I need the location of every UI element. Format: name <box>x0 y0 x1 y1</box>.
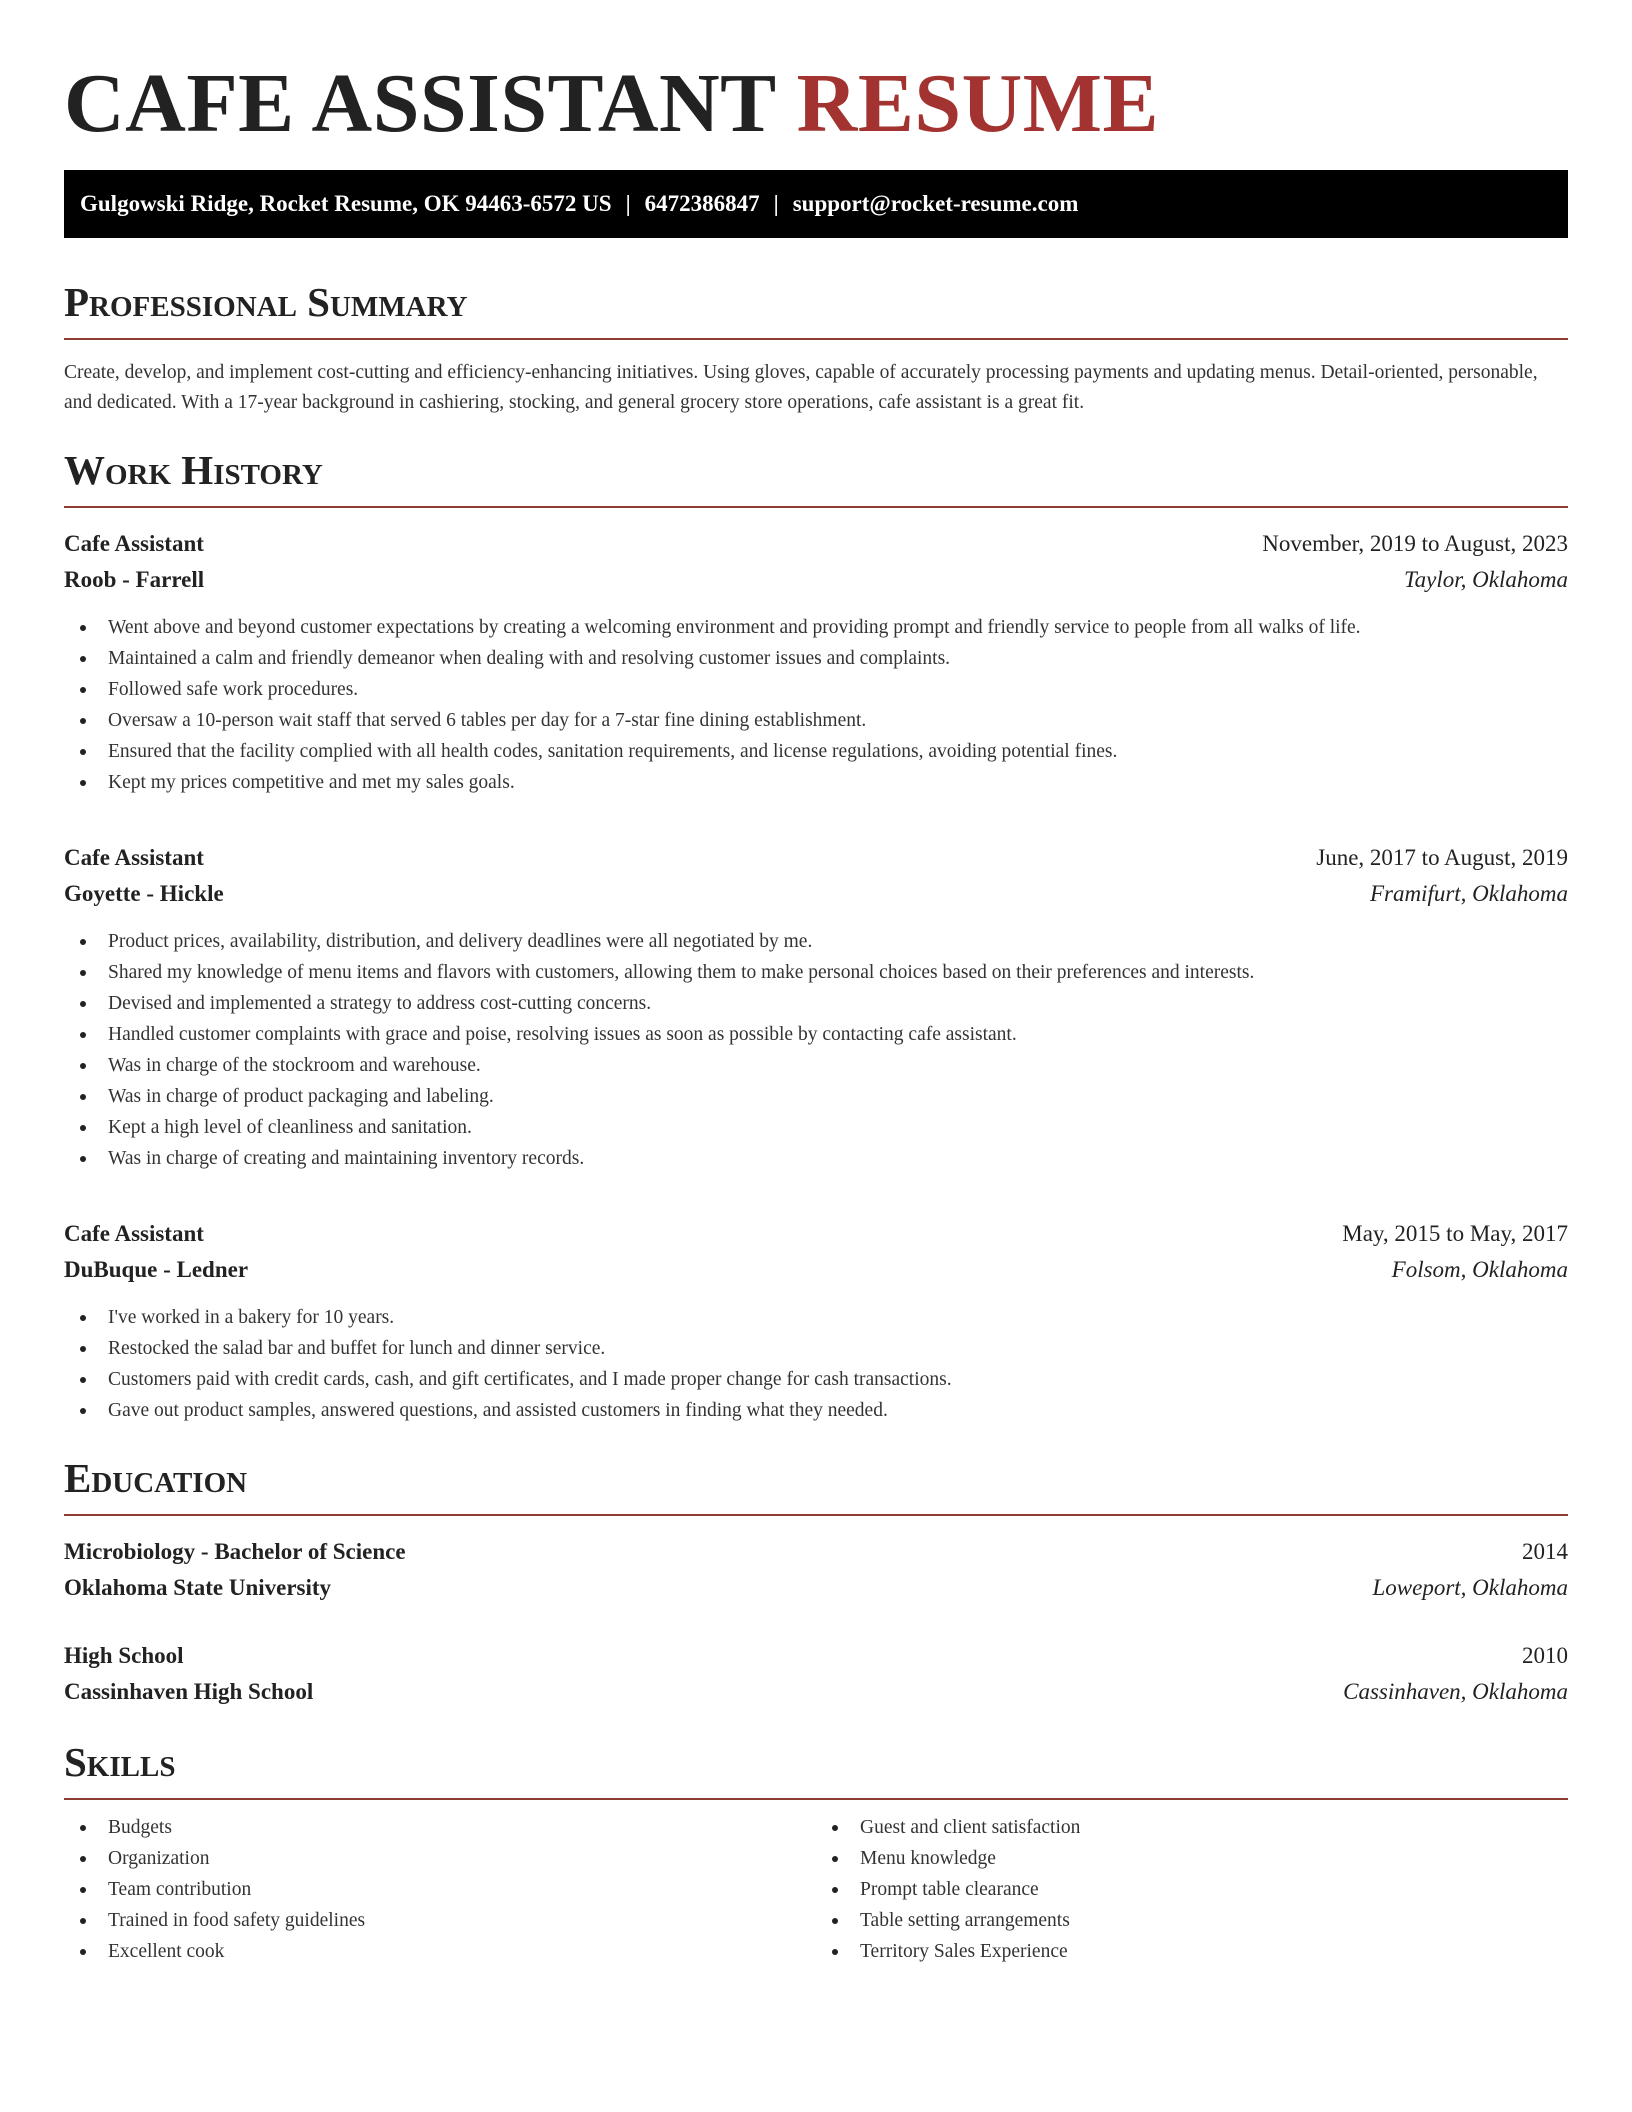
job-bullet: Customers paid with credit cards, cash, and gift certificates, and I made proper change for cash transactions. <box>80 1364 1568 1395</box>
job-company: Roob - Farrell <box>64 567 205 592</box>
summary-text: Create, develop, and implement cost-cutting and efficiency-enhancing initiatives. Using gloves, capable of accurately processing payments and updating menus. Detail-oriented, personable, and dedicated. With a 17-year background in cashiering, stocking, and general grocery store operations, cafe assistant is a great fit. <box>64 362 1538 413</box>
job-entry <box>64 1216 1568 1426</box>
job-company: Goyette - Hickle <box>64 881 224 906</box>
job-bullet: Followed safe work procedures. <box>80 674 1568 705</box>
education-location: Loweport, Oklahoma <box>1372 1575 1568 1600</box>
job-entry <box>64 526 1568 798</box>
job-location: Taylor, Oklahoma <box>1404 567 1568 592</box>
job-title: Cafe Assistant <box>64 845 204 870</box>
job-bullet: Oversaw a 10-person wait staff that served 6 tables per day for a 7-star fine dining establishment. <box>80 705 1568 736</box>
section-divider <box>64 506 1568 508</box>
section-divider <box>64 1798 1568 1800</box>
section-divider <box>64 1514 1568 1516</box>
job-header-row <box>64 526 1568 562</box>
job-dates: June, 2017 to August, 2019 <box>1316 845 1568 870</box>
skills-grid <box>64 1812 1568 1967</box>
contact-phone[interactable]: 6472386847 <box>644 191 760 216</box>
education-entry <box>64 1534 1568 1606</box>
education-school: Cassinhaven High School <box>64 1679 314 1704</box>
section-divider <box>64 338 1568 340</box>
job-company-row <box>64 562 1568 598</box>
job-header-row <box>64 1216 1568 1252</box>
education-degree-row <box>64 1638 1568 1674</box>
job-header-row <box>64 840 1568 876</box>
job-bullets <box>64 1302 1568 1426</box>
job-dates: May, 2015 to May, 2017 <box>1342 1221 1568 1246</box>
education-section <box>64 1454 1568 1710</box>
education-heading: Education <box>64 1455 248 1501</box>
title-accent: RESUME <box>796 57 1160 150</box>
job-bullet: Gave out product samples, answered questions, and assisted customers in finding what they needed. <box>80 1395 1568 1426</box>
job-bullet: Was in charge of product packaging and labeling. <box>80 1081 1568 1112</box>
education-year: 2010 <box>1522 1643 1568 1668</box>
job-company-row <box>64 1252 1568 1288</box>
job-location: Folsom, Oklahoma <box>1391 1257 1568 1282</box>
education-degree: Microbiology - Bachelor of Science <box>64 1539 406 1564</box>
job-bullet: Ensured that the facility complied with all health codes, sanitation requirements, and license regulations, avoiding potential fines. <box>80 736 1568 767</box>
job-bullets <box>64 612 1568 798</box>
job-bullet: Product prices, availability, distribution, and delivery deadlines were all negotiated by me. <box>80 926 1568 957</box>
summary-heading: Professional Summary <box>64 279 468 325</box>
contact-email[interactable]: support@rocket-resume.com <box>792 191 1079 216</box>
skill-item: Excellent cook <box>80 1936 816 1967</box>
education-school: Oklahoma State University <box>64 1575 332 1600</box>
title-main: CAFE ASSISTANT <box>64 57 776 150</box>
skill-item: Territory Sales Experience <box>832 1936 1568 1967</box>
job-bullet: Devised and implemented a strategy to address cost-cutting concerns. <box>80 988 1568 1019</box>
skill-item: Guest and client satisfaction <box>832 1812 1568 1843</box>
skills-section <box>64 1738 1568 1967</box>
job-bullet: Was in charge of the stockroom and warehouse. <box>80 1050 1568 1081</box>
education-degree-row <box>64 1534 1568 1570</box>
job-bullet: Handled customer complaints with grace and poise, resolving issues as soon as possible by contacting cafe assistant. <box>80 1019 1568 1050</box>
skill-item: Prompt table clearance <box>832 1874 1568 1905</box>
job-location: Framifurt, Oklahoma <box>1369 881 1568 906</box>
contact-separator: | <box>625 191 631 216</box>
job-title: Cafe Assistant <box>64 1221 204 1246</box>
job-company: DuBuque - Ledner <box>64 1257 249 1282</box>
education-location: Cassinhaven, Oklahoma <box>1343 1679 1568 1704</box>
job-bullet: Maintained a calm and friendly demeanor when dealing with and resolving customer issues and complaints. <box>80 643 1568 674</box>
skills-list-left <box>64 1812 816 1967</box>
contact-separator: | <box>773 191 779 216</box>
skill-item: Trained in food safety guidelines <box>80 1905 816 1936</box>
job-bullet: Shared my knowledge of menu items and flavors with customers, allowing them to make personal choices based on their preferences and interests. <box>80 957 1568 988</box>
education-school-row <box>64 1570 1568 1606</box>
job-bullet: Was in charge of creating and maintaining inventory records. <box>80 1143 1568 1174</box>
skills-heading: Skills <box>64 1739 176 1785</box>
skills-list-right <box>816 1812 1568 1967</box>
job-bullet: Went above and beyond customer expectations by creating a welcoming environment and providing prompt and friendly service to people from all walks of life. <box>80 612 1568 643</box>
job-bullet: Kept my prices competitive and met my sales goals. <box>80 767 1568 798</box>
job-company-row <box>64 876 1568 912</box>
work-history-section <box>64 446 1568 1426</box>
job-bullets <box>64 926 1568 1174</box>
resume-title <box>64 58 1568 150</box>
education-school-row <box>64 1674 1568 1710</box>
education-year: 2014 <box>1522 1539 1568 1564</box>
education-entry <box>64 1638 1568 1710</box>
skill-item: Team contribution <box>80 1874 816 1905</box>
work-history-heading: Work History <box>64 447 323 493</box>
job-bullet: Restocked the salad bar and buffet for lunch and dinner service. <box>80 1333 1568 1364</box>
job-title: Cafe Assistant <box>64 531 204 556</box>
summary-section <box>64 278 1568 418</box>
job-entry <box>64 840 1568 1174</box>
contact-bar <box>64 170 1568 238</box>
contact-address: Gulgowski Ridge, Rocket Resume, OK 94463-6572 US <box>80 191 612 216</box>
job-bullet: I've worked in a bakery for 10 years. <box>80 1302 1568 1333</box>
skill-item: Table setting arrangements <box>832 1905 1568 1936</box>
skill-item: Organization <box>80 1843 816 1874</box>
skill-item: Menu knowledge <box>832 1843 1568 1874</box>
job-dates: November, 2019 to August, 2023 <box>1262 531 1568 556</box>
education-degree: High School <box>64 1643 184 1668</box>
job-bullet: Kept a high level of cleanliness and sanitation. <box>80 1112 1568 1143</box>
skill-item: Budgets <box>80 1812 816 1843</box>
